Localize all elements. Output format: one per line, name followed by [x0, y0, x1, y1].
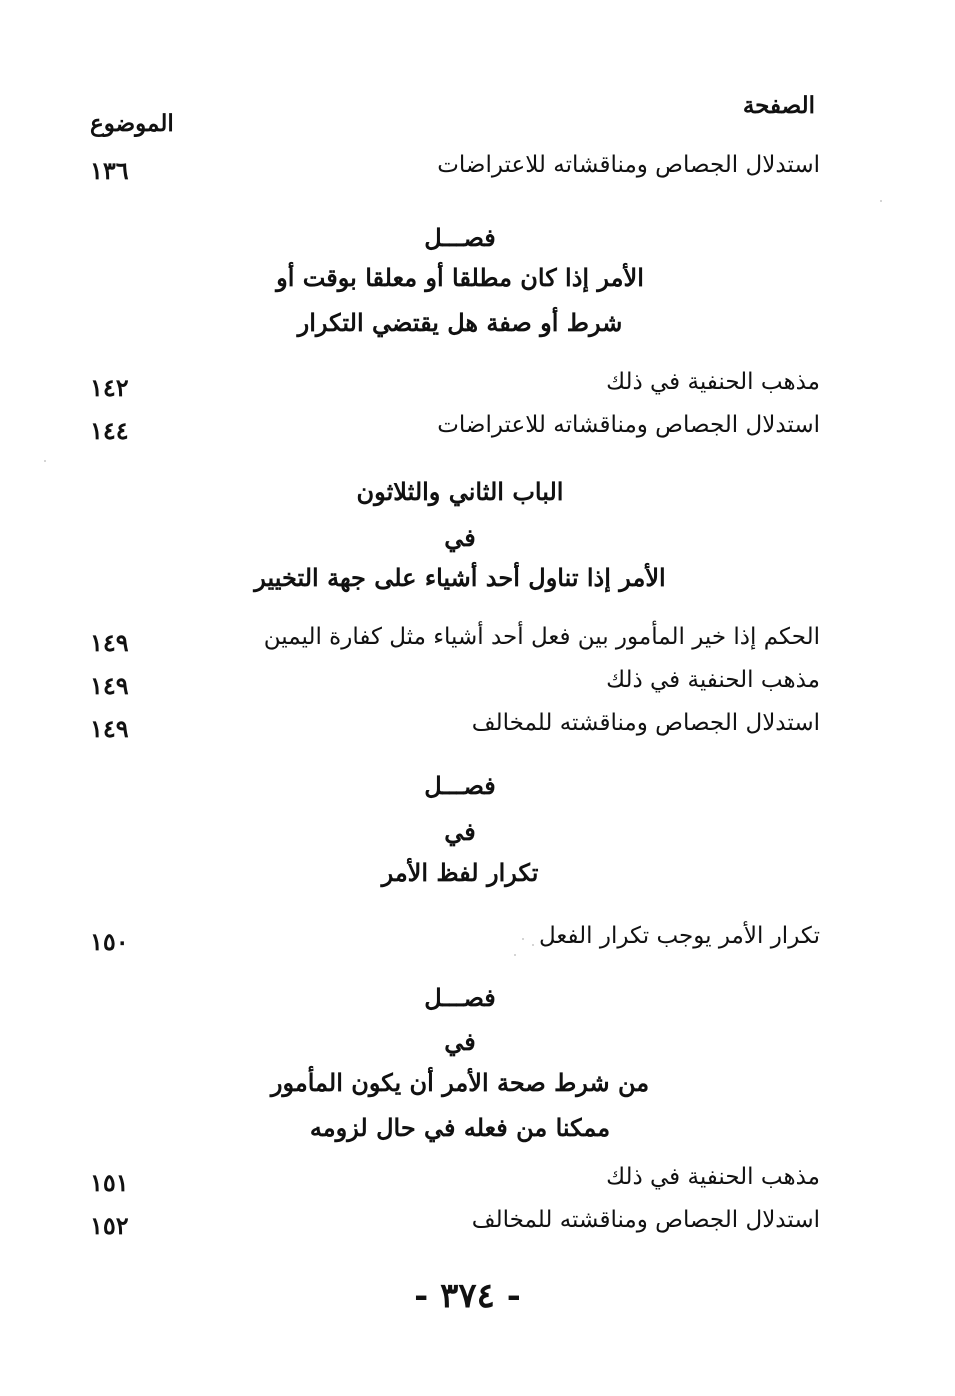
toc-entry: [90, 1157, 820, 1197]
section-fi: في: [444, 1027, 476, 1056]
section-fi: في: [444, 523, 476, 552]
section-title-line: الأمر إذا تناول أحد أشياء على جهة التخيير: [254, 563, 666, 592]
toc-entry-page: ١٥٢: [90, 1211, 129, 1240]
section-title-line: الأمر إذا كان مطلقا أو معلقا بوقت أو: [276, 263, 644, 292]
section-fi: في: [444, 817, 476, 846]
scan-speck: [44, 460, 46, 462]
page-number: - ٣٧٤ -: [414, 1276, 521, 1316]
toc-entry-page: ١٤٢: [90, 373, 129, 402]
section-title-line: من شرط صحة الأمر أن يكون المأمور: [270, 1068, 650, 1097]
toc-entry: [90, 660, 820, 700]
toc-entry-title: مذهب الحنفية في ذلك: [606, 667, 820, 693]
column-header-topic: الموضوع: [90, 110, 174, 137]
section-title-line: شرط أو صفة هل يقتضي التكرار: [297, 308, 623, 337]
toc-entry-title: استدلال الجصاص ومناقشاته للاعتراضات: [437, 412, 820, 438]
toc-entry-title: تكرار الأمر يوجب تكرار الفعل: [539, 923, 820, 949]
toc-entry-title: مذهب الحنفية في ذلك: [606, 1164, 820, 1190]
toc-entry: [90, 617, 820, 657]
toc-entry-title: استدلال الجصاص ومناقشاته للاعتراضات: [437, 152, 820, 178]
section-title-line: تكرار لفظ الأمر: [381, 858, 539, 887]
section-heading: فصـــل: [424, 223, 496, 252]
toc-entry-title: الحكم إذا خير المأمور بين فعل أحد أشياء مثل كفارة اليمين: [263, 624, 820, 650]
toc-entry-title: مذهب الحنفية في ذلك: [606, 369, 820, 395]
scan-speck: [532, 944, 534, 946]
toc-entry: [90, 405, 820, 445]
toc-entry-page: ١٥١: [90, 1168, 129, 1197]
section-title-line: ممكنا من فعله في حال لزومه: [309, 1113, 611, 1142]
section-heading: فصـــل: [424, 771, 496, 800]
toc-entry: [90, 916, 820, 956]
toc-entry: [90, 1200, 820, 1240]
toc-entry: [90, 362, 820, 402]
toc-entry-title: استدلال الجصاص ومناقشته للمخالف: [471, 1207, 820, 1233]
toc-entry: [90, 145, 820, 185]
toc-entry-page: ١٤٤: [90, 416, 129, 445]
scan-speck: [514, 954, 516, 956]
toc-entry-page: ١٤٩: [90, 671, 129, 700]
column-header-page: الصفحة: [742, 92, 815, 119]
scan-speck: [522, 938, 524, 940]
scan-speck: [880, 200, 882, 202]
toc-entry-page: ١٤٩: [90, 628, 129, 657]
section-heading: فصـــل: [424, 983, 496, 1012]
toc-entry-page: ١٣٦: [90, 156, 129, 185]
toc-entry-page: ١٥٠: [90, 927, 129, 956]
toc-entry-title: استدلال الجصاص ومناقشته للمخالف: [471, 710, 820, 736]
toc-entry-page: ١٤٩: [90, 714, 129, 743]
chapter-heading: الباب الثاني والثلاثون: [356, 477, 564, 506]
toc-entry: [90, 703, 820, 743]
